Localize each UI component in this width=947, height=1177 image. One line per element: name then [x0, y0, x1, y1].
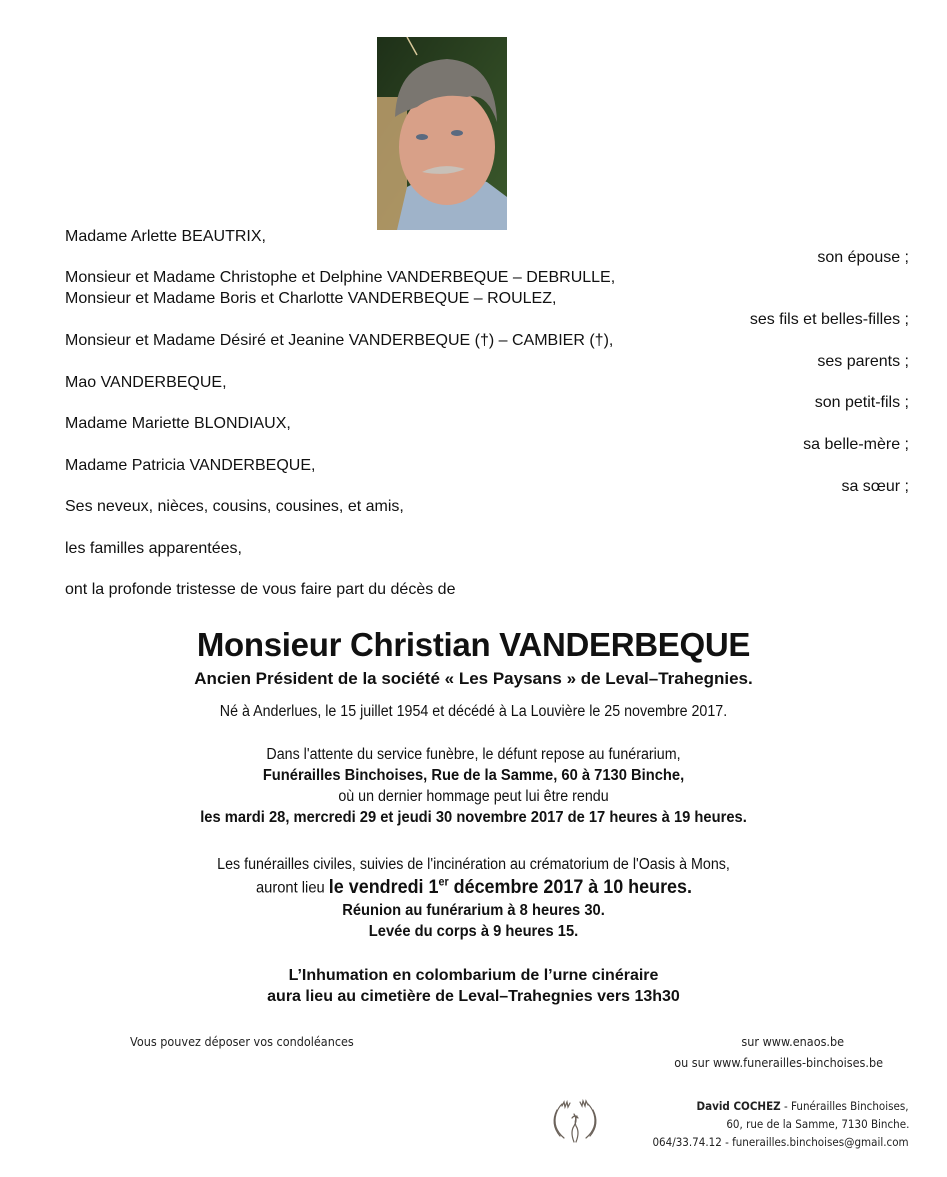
family-member-name: Mao VANDERBEQUE, — [65, 374, 227, 391]
undertaker-address: 60, rue de la Samme, 7130 Binche. — [725, 1117, 909, 1131]
family-member-name: Monsieur et Madame Boris et Charlotte VANDERBEQUE – ROULEZ, — [65, 290, 557, 307]
deceased-name: Monsieur Christian VANDERBEQUE — [196, 626, 751, 663]
undertaker-company: - Funérailles Binchoises, — [781, 1099, 909, 1113]
ordinal-suffix: er — [437, 875, 449, 888]
family-relation: sa belle-mère ; — [803, 436, 909, 453]
visitation-line: Dans l'attente du service funèbre, le défunt repose au funérarium, — [266, 746, 681, 763]
family-relation: ses fils et belles-filles ; — [749, 311, 909, 328]
visitation-line: où un dernier hommage peut lui être rendu — [338, 788, 609, 805]
inhumation-line: aura lieu au cimetière de Leval–Trahegnies vers 13h30 — [267, 988, 680, 1005]
funeral-date-prefix: auront lieu — [255, 879, 329, 897]
family-relation: son petit-fils ; — [814, 394, 909, 411]
portrait-image — [377, 37, 507, 230]
funeral-line: Les funérailles civiles, suivies de l'incinération au crématorium de l'Oasis à Mons, — [217, 856, 730, 873]
funeral-date — [328, 876, 691, 898]
birth-death-line: Né à Anderlues, le 15 juillet 1954 et décédé à La Louvière le 25 novembre 2017. — [219, 703, 728, 720]
meeting-time: Réunion au funérarium à 8 heures 30. — [342, 902, 605, 919]
undertaker-name-line — [697, 1099, 909, 1113]
announcement-intro: ont la profonde tristesse de vous faire part du décès de — [65, 581, 456, 598]
undertaker-contact[interactable]: 064/33.74.12 - funerailles.binchoises@gmail.com — [652, 1135, 909, 1149]
inhumation-line: L’Inhumation en colombarium de l’urne cinéraire — [288, 967, 659, 984]
visitation-hours: les mardi 28, mercredi 29 et jeudi 30 novembre 2017 de 17 heures à 19 heures. — [200, 809, 747, 826]
family-member-name: Monsieur et Madame Christophe et Delphine VANDERBEQUE – DEBRULLE, — [65, 269, 616, 286]
deceased-title: Ancien Président de la société « Les Paysans » de Leval–Trahegnies. — [194, 669, 753, 688]
family-member-name: Monsieur et Madame Désiré et Jeanine VANDERBEQUE (†) – CAMBIER (†), — [65, 332, 614, 349]
funeral-home-address: Funérailles Binchoises, Rue de la Samme, 60 à 7130 Binche, — [262, 767, 685, 784]
funeral-date-rest: décembre 2017 à 10 heures. — [448, 875, 692, 898]
condolences-label: Vous pouvez déposer vos condoléances — [130, 1034, 354, 1049]
funeral-date-line — [0, 875, 947, 899]
departure-time: Levée du corps à 9 heures 15. — [368, 923, 579, 940]
condolences-link-funerailles[interactable]: ou sur www.funerailles-binchoises.be — [674, 1055, 883, 1070]
family-member-name: Madame Arlette BEAUTRIX, — [65, 228, 266, 245]
family-relation: sa sœur ; — [841, 478, 909, 495]
family-relation: ses parents ; — [817, 353, 909, 370]
family-member-name: Madame Patricia VANDERBEQUE, — [65, 457, 316, 474]
condolences-link-enaos[interactable]: sur www.enaos.be — [741, 1034, 844, 1049]
family-member-name: Madame Mariette BLONDIAUX, — [65, 415, 291, 432]
extended-family-line: Ses neveux, nièces, cousins, cousines, et amis, — [65, 498, 404, 515]
family-relation: son épouse ; — [817, 249, 909, 266]
undertaker-name: David COCHEZ — [696, 1099, 782, 1113]
related-families-line: les familles apparentées, — [65, 540, 242, 557]
phoenix-flame-icon — [548, 1098, 602, 1146]
portrait-photo — [377, 37, 507, 230]
funeral-day: le vendredi 1 — [328, 875, 438, 898]
